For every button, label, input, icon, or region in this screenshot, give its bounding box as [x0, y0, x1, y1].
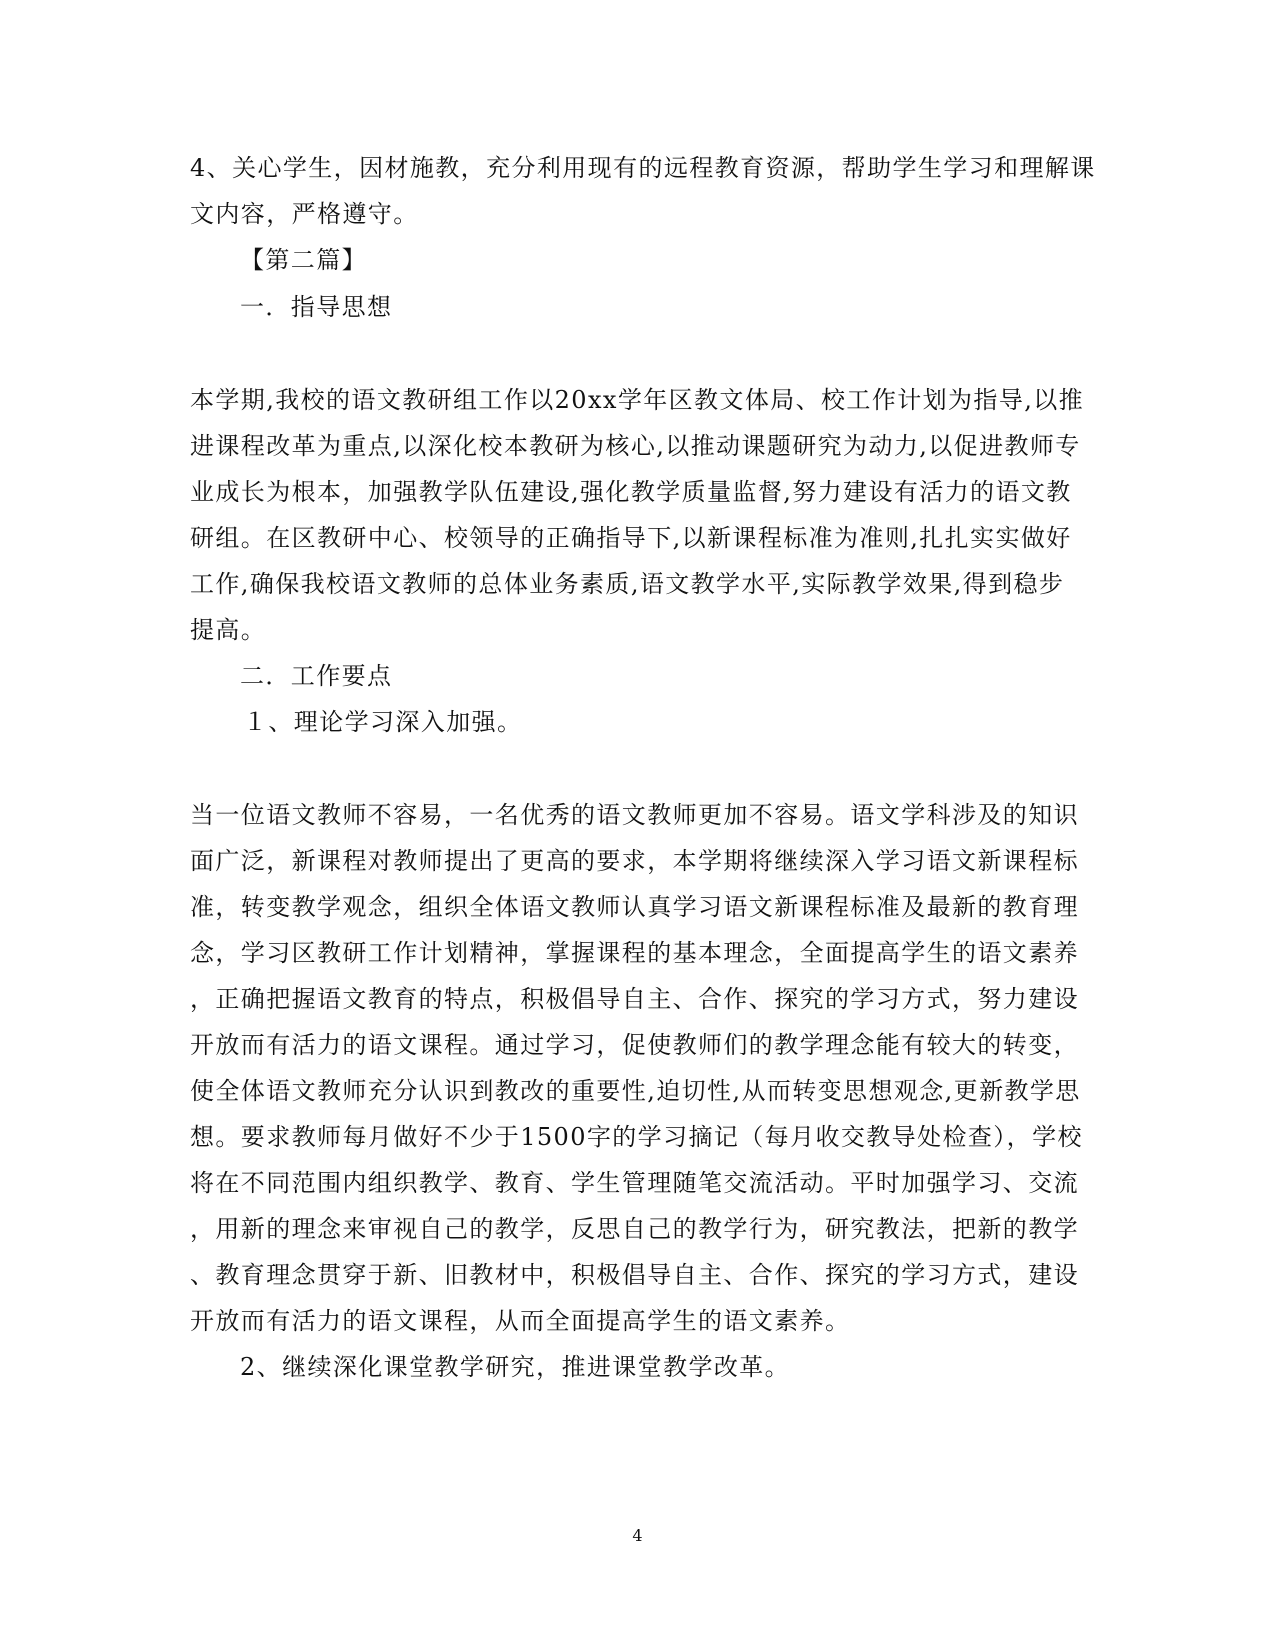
text-line: 当一位语文教师不容易，一名优秀的语文教师更加不容易。语文学科涉及的知识: [190, 801, 1079, 829]
text-line: 想。要求教师每月做好不少于1500字的学习摘记（每月收交教导处检查），学校: [190, 1123, 1083, 1151]
text-line: 使全体语文教师充分认识到教改的重要性,迫切性,从而转变思想观念,更新教学思: [190, 1077, 1081, 1105]
list-item-theory-study: １、理论学习深入加强。: [243, 708, 523, 736]
text-line: 开放而有活力的语文课程。通过学习，促使教师们的教学理念能有较大的转变，: [190, 1031, 1079, 1059]
text-line: ，用新的理念来审视自己的教学，反思自己的教学行为，研究教法，把新的教学: [190, 1215, 1079, 1243]
section-heading: 【第二篇】: [240, 246, 367, 274]
text-line: 进课程改革为重点,以深化校本教研为核心,以推动课题研究为动力,以促进教师专: [190, 432, 1081, 460]
text-line: 提高。: [190, 616, 267, 644]
text-line: 文内容，严格遵守。: [190, 200, 419, 228]
heading-guiding-ideology: 一．指导思想: [240, 293, 393, 321]
text-line: 研组。在区教研中心、校领导的正确指导下,以新课程标准为准则,扎扎实实做好: [190, 524, 1072, 552]
text-line: 念，学习区教研工作计划精神，掌握课程的基本理念，全面提高学生的语文素养: [190, 939, 1079, 967]
heading-work-points: 二．工作要点: [240, 662, 393, 690]
page-number: 4: [632, 1526, 643, 1545]
text-line: 将在不同范围内组织教学、教育、学生管理随笔交流活动。平时加强学习、交流: [190, 1169, 1079, 1197]
text-line: ，正确把握语文教育的特点，积极倡导自主、合作、探究的学习方式，努力建设: [190, 985, 1079, 1013]
text-line: 本学期,我校的语文教研组工作以20xx学年区教文体局、校工作计划为指导,以推: [190, 386, 1085, 414]
text-line: 、教育理念贯穿于新、旧教材中，积极倡导自主、合作、探究的学习方式，建设: [190, 1261, 1079, 1289]
list-item-classroom-research: 2、继续深化课堂教学研究，推进课堂教学改革。: [240, 1353, 791, 1381]
text-line: 业成长为根本，加强教学队伍建设,强化教学质量监督,努力建设有活力的语文教: [190, 478, 1072, 506]
text-line: 开放而有活力的语文课程，从而全面提高学生的语文素养。: [190, 1307, 851, 1335]
text-line: 准，转变教学观念，组织全体语文教师认真学习语文新课程标准及最新的教育理: [190, 893, 1079, 921]
text-line: 4、关心学生，因材施教，充分利用现有的远程教育资源，帮助学生学习和理解课: [190, 154, 1096, 182]
text-line: 工作,确保我校语文教师的总体业务素质,语文教学水平,实际教学效果,得到稳步: [190, 570, 1065, 598]
text-line: 面广泛，新课程对教师提出了更高的要求，本学期将继续深入学习语文新课程标: [190, 847, 1079, 875]
